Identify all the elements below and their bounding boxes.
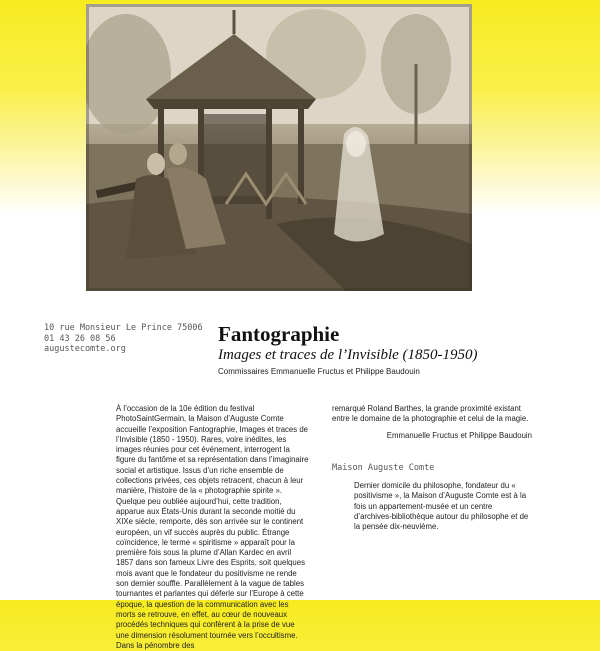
intro-paragraph: À l’occasion de la 10e édition du festival PhotoSaintGermain, la Maison d’Auguste Comte accueille l’exposition Fantographie, Images et traces de l’Invisible (1850 - 1950). Rares, voire inédites, les images réunies pour cet événement, interrogent la figure du fantôme et sa représentation dans l’imaginaire social et artistique. Issus d’un riche ensemble de collections privées, ces objets retracent, chacun à leur manière, l’histoire de la « photographie spirite ». Quelque peu oubliée aujourd’hui, cette tradition, apparue aux États-Unis durant la seconde moitié du XIXe siècle, remporte, dès son arrivée sur le continent européen, un vif succès auprès du public. Étrange coïncidence, le terme « spiritisme » apparaît pour la première fois sous la plume d’Allan Kardec en avril 1857 dans son fameux Livre des Esprits, soit quelques mois avant que le fondateur du positivisme ne rende son dernier souffle. Parallèlement à la vague de tables tournantes et parlantes qui déferle sur l’Europe à cette époque, la question de la communication avec les morts se retrouve, en effet, au cœur de nouveaux procédés techniques qui confèrent à la prise de vue une dimension résolument tournée vers l’occultisme. Dans la pénombre des: [116, 404, 309, 650]
contact-info: [44, 323, 203, 355]
left-column: [116, 404, 309, 651]
address: 10 rue Monsieur Le Prince 75006: [44, 323, 203, 333]
continuation-paragraph: remarqué Roland Barthes, la grande proximité existant entre le domaine de la photographie et celui de la magie.: [332, 404, 529, 424]
website-link[interactable]: augustecomte.org: [44, 344, 126, 354]
signature: Emmanuelle Fructus et Philippe Baudouin: [386, 430, 532, 440]
exhibition-subtitle: Images et traces de l’Invisible (1850-1950): [218, 347, 478, 363]
phone-number: 01 43 26 08 56: [44, 333, 116, 344]
photograph-illustration: [86, 4, 472, 291]
vintage-photograph: [86, 4, 472, 291]
curators-line: Commissaires Emmanuelle Fructus et Philippe Baudouin: [218, 367, 420, 376]
exhibition-title: Fantographie: [218, 322, 340, 346]
section-title: Maison Auguste Comte: [332, 462, 435, 473]
section-paragraph: Dernier domicile du philosophe, fondateur du « positivisme », la Maison d’Auguste Comte est à la fois un appartement-musée et un centre d’archives-bibliothèque autour du philosophe et de la pensée dix-neuvième.: [354, 481, 529, 532]
right-column: [332, 404, 532, 533]
